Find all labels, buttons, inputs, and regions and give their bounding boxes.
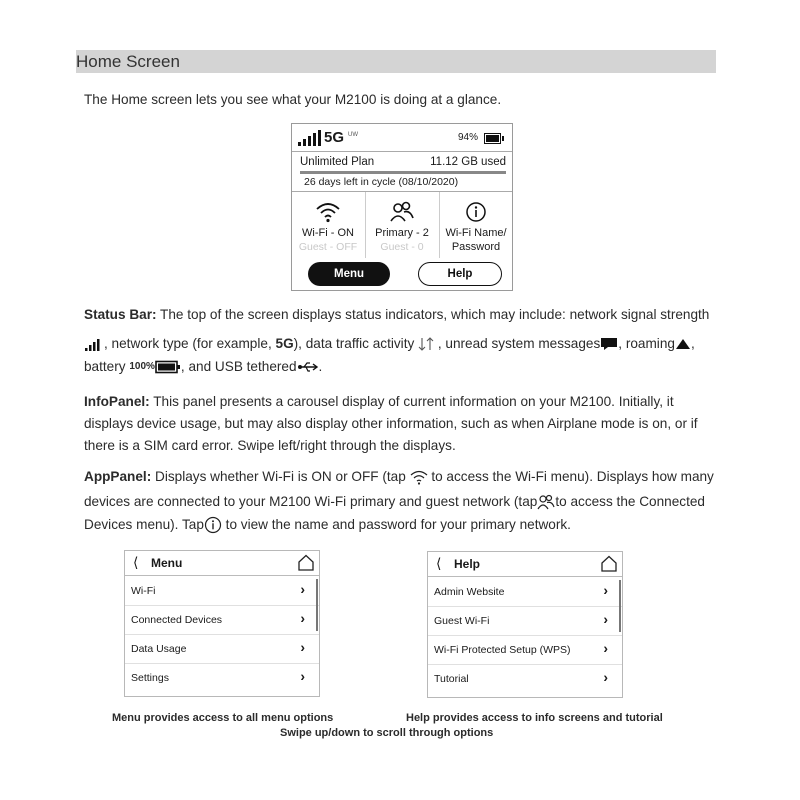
primary-count-label: Primary - 2 xyxy=(375,227,429,239)
apppanel-line2 xyxy=(84,491,705,513)
help-item-wps[interactable]: Wi-Fi Protected Setup (WPS) › xyxy=(428,635,622,665)
back-icon[interactable]: ⟨ xyxy=(133,554,139,570)
users-icon xyxy=(537,494,555,510)
help-panel-title: Help xyxy=(454,557,481,571)
cycle-text: 26 days left in cycle (08/10/2020) xyxy=(304,176,459,188)
chevron-right-icon: › xyxy=(300,610,305,626)
wifi-app-tile[interactable] xyxy=(292,192,364,258)
apppanel-heading: AppPanel: xyxy=(84,469,152,484)
scrollbar[interactable] xyxy=(316,579,318,631)
status-bar-text-1: The top of the screen displays status indicators, which may include: network signal strength xyxy=(156,307,710,322)
apppanel-line3 xyxy=(84,514,571,536)
chevron-right-icon: › xyxy=(300,668,305,684)
status-bar-text-6: , xyxy=(690,336,695,351)
chevron-right-icon: › xyxy=(603,640,608,656)
help-panel xyxy=(427,551,623,698)
password-label: Password xyxy=(451,241,501,253)
apppanel-line1 xyxy=(84,466,714,488)
chevron-right-icon: › xyxy=(603,582,608,598)
apppanel-text-2: to access the Wi-Fi menu). Displays how many xyxy=(427,469,714,484)
menu-item-connected-devices[interactable]: Connected Devices › xyxy=(125,605,319,635)
connected-devices-tile[interactable] xyxy=(366,192,438,258)
apppanel-text-1: Displays whether Wi-Fi is ON or OFF (tap xyxy=(151,469,410,484)
help-panel-header xyxy=(428,552,622,577)
menu-panel-header xyxy=(125,551,319,576)
plan-name: Unlimited Plan xyxy=(300,156,375,168)
network-type-example: 5G xyxy=(275,336,294,351)
help-button[interactable]: Help xyxy=(418,262,502,286)
status-bar-text-5: , roaming xyxy=(618,336,675,351)
infopanel-heading: InfoPanel: xyxy=(84,394,150,409)
roaming-icon xyxy=(675,338,691,350)
device-status-bar xyxy=(298,130,504,148)
plan-row xyxy=(300,156,506,168)
status-bar-text-4: , unread system messages xyxy=(434,336,601,351)
menu-panel-title: Menu xyxy=(151,556,183,570)
info-icon xyxy=(465,201,487,223)
menu-button[interactable]: Menu xyxy=(308,262,390,286)
intro-text: The Home screen lets you see what your M2100 is doing at a glance. xyxy=(84,92,502,107)
battery-percent: 94% xyxy=(457,132,478,143)
status-bar-para-line3 xyxy=(84,356,322,378)
wifi-info-tile[interactable] xyxy=(440,192,512,258)
guest-count-label: Guest - 0 xyxy=(380,241,424,253)
menu-panel xyxy=(124,550,320,697)
network-sub-label: UW xyxy=(348,132,358,138)
status-bar-text-3: ), data traffic activity xyxy=(293,336,419,351)
help-item-tutorial[interactable]: Tutorial › xyxy=(434,669,608,685)
menu-item-wifi[interactable]: Wi-Fi › xyxy=(125,576,319,606)
chevron-right-icon: › xyxy=(603,611,608,627)
wifi-icon xyxy=(410,470,428,485)
usb-icon xyxy=(297,361,319,373)
signal-strength-icon xyxy=(84,338,104,351)
back-icon[interactable]: ⟨ xyxy=(436,555,442,571)
status-bar-text-7: battery xyxy=(84,359,126,374)
message-icon xyxy=(600,337,618,351)
apppanel-text-3: devices are connected to your M2100 Wi-Fi primary and guest network (tap xyxy=(84,494,538,509)
wifi-guest-status: Guest - OFF xyxy=(298,241,358,253)
swipe-caption: Swipe up/down to scroll through options xyxy=(280,727,494,739)
apppanel-text-5: Devices menu). Tap xyxy=(84,517,204,532)
wifi-icon xyxy=(315,201,341,223)
chevron-right-icon: › xyxy=(300,639,305,655)
menu-caption: Menu provides access to all menu options xyxy=(112,712,334,724)
help-caption: Help provides access to info screens and tutorial xyxy=(406,712,663,724)
infopanel-text: This panel presents a carousel display of current information on your M2100. Initially, it displays device usage, but may also display other information, such as when Airplane mode is on, or if there is a SIM card error. Swipe left/right through the displays. xyxy=(84,394,698,453)
section-title: Home Screen xyxy=(76,52,180,71)
usage-bar xyxy=(300,171,506,174)
chevron-right-icon: › xyxy=(603,669,608,685)
status-bar-text-2: , network type (for example, xyxy=(104,336,276,351)
menu-item-data-usage[interactable]: Data Usage › xyxy=(125,634,319,664)
info-icon xyxy=(204,516,222,534)
device-home-screen xyxy=(291,123,513,291)
help-item-guest-wifi[interactable]: Guest Wi-Fi › xyxy=(428,606,622,636)
infopanel-paragraph xyxy=(84,391,724,457)
help-item-admin-website[interactable]: Admin Website › xyxy=(428,577,622,607)
wifi-status-label: Wi-Fi - ON xyxy=(302,227,354,239)
menu-item-settings[interactable]: Settings › xyxy=(131,668,305,684)
battery-icon xyxy=(484,133,501,144)
home-icon[interactable] xyxy=(297,554,315,571)
battery-percent-example: 100% xyxy=(129,361,155,372)
scrollbar[interactable] xyxy=(619,580,621,632)
battery-icon xyxy=(155,360,181,374)
users-icon xyxy=(389,201,415,223)
data-traffic-icon xyxy=(418,337,434,351)
status-bar-text-9: . xyxy=(318,359,323,374)
wifi-name-label: Wi-Fi Name/ xyxy=(445,227,507,239)
status-bar-text-8: , and USB tethered xyxy=(180,359,297,374)
home-icon[interactable] xyxy=(600,555,618,572)
chevron-right-icon: › xyxy=(300,581,305,597)
status-bar-para-line1 xyxy=(84,304,709,326)
network-type: 5G xyxy=(324,129,345,146)
apppanel-text-6: to view the name and password for your primary network. xyxy=(221,517,571,532)
status-bar-para-line2 xyxy=(84,333,695,355)
apppanel-text-4: to access the Connected xyxy=(555,494,705,509)
status-bar-heading: Status Bar: xyxy=(84,307,157,322)
data-used: 11.12 GB used xyxy=(430,156,506,168)
